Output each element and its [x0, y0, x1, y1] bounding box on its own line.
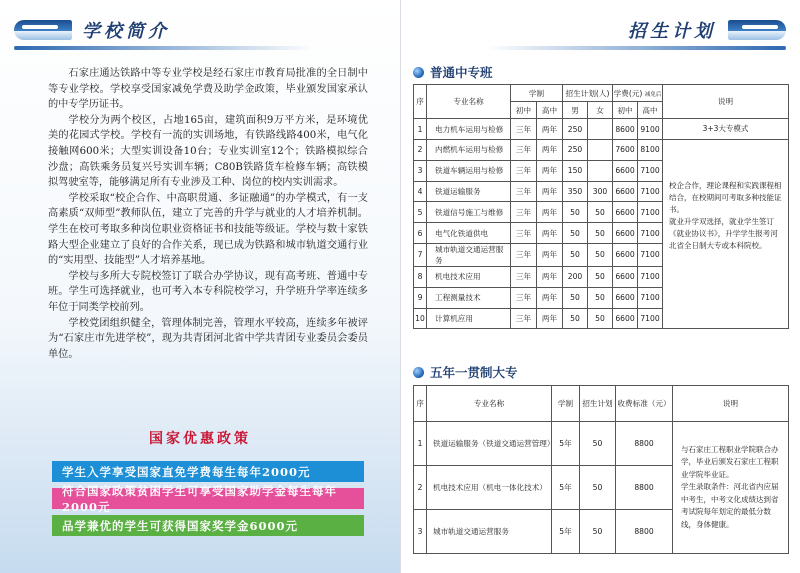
policy-bar-scholarship: 品学兼优的学生可获得国家奖学金6000元	[52, 515, 364, 536]
cell-male: 150	[563, 160, 588, 181]
cell-female: 50	[588, 287, 613, 308]
cell-fee-jr: 6600	[613, 243, 638, 266]
header-fee: 收费标准（元）	[616, 386, 673, 422]
cell-dur-jr: 三年	[511, 202, 537, 223]
cell-plan: 50	[580, 422, 616, 466]
left-banner-title: 学校简介	[82, 21, 170, 42]
cell-plan: 50	[580, 510, 616, 554]
header-seq: 序	[414, 386, 427, 422]
cell-dur-jr: 三年	[511, 140, 537, 161]
enrollment-table-college	[413, 385, 789, 554]
cell-fee-jr: 6600	[613, 266, 638, 287]
cell-fee-jr: 6600	[613, 202, 638, 223]
table-row	[414, 422, 789, 466]
header-female: 女	[588, 102, 613, 119]
header-fee-sr: 高中	[638, 102, 663, 119]
cell-dur-sr: 两年	[537, 140, 563, 161]
header-duration: 学制	[511, 85, 563, 102]
cell-dur-jr: 三年	[511, 243, 537, 266]
cell-fee-jr: 6600	[613, 181, 638, 202]
cell-fee-jr: 8600	[613, 119, 638, 140]
cell-fee-sr: 9100	[638, 119, 663, 140]
cell-female: 300	[588, 181, 613, 202]
cell-dur-sr: 两年	[537, 160, 563, 181]
cell-dur-sr: 两年	[537, 119, 563, 140]
policy-title: 国家优惠政策	[149, 431, 251, 447]
section-title: 普通中专班	[430, 65, 493, 80]
cell-seq: 10	[414, 308, 427, 329]
header-plan: 招生计划(人)	[563, 85, 613, 102]
cell-seq: 1	[414, 422, 427, 466]
cell-major: 计算机应用	[427, 308, 511, 329]
cell-fee-jr: 7600	[613, 140, 638, 161]
cell-fee-sr: 7100	[638, 160, 663, 181]
left-banner	[14, 10, 170, 50]
cell-major: 工程测量技术	[427, 287, 511, 308]
header-fee-jr: 初中	[613, 102, 638, 119]
header-fee-note: 减免后	[644, 91, 662, 98]
bullet-ball-icon	[413, 67, 424, 78]
cell-major: 机电技术应用	[427, 266, 511, 287]
cell-dur-sr: 两年	[537, 243, 563, 266]
cell-fee-sr: 7100	[638, 308, 663, 329]
table-row	[414, 119, 789, 140]
cell-male: 50	[563, 223, 588, 244]
cell-female	[588, 140, 613, 161]
header-major: 专业名称	[427, 386, 552, 422]
banner-swoosh	[486, 46, 786, 50]
header-seq: 序	[414, 85, 427, 119]
train-icon	[728, 20, 786, 40]
cell-fee: 8800	[616, 466, 673, 510]
right-banner-title: 招生计划	[628, 21, 716, 42]
cell-seq: 8	[414, 266, 427, 287]
banner-swoosh	[14, 46, 314, 50]
cell-duration: 5年	[552, 422, 580, 466]
cell-male: 50	[563, 202, 588, 223]
cell-fee-sr: 7100	[638, 223, 663, 244]
cell-plan: 50	[580, 466, 616, 510]
cell-fee-jr: 6600	[613, 223, 638, 244]
cell-dur-sr: 两年	[537, 308, 563, 329]
intro-paragraph: 学校党团组织健全，管理体制完善，管理水平较高，连续多年被评为“石家庄市先进学校”，现为共青团河北省中学共青团专业委员会委员单位。	[48, 317, 368, 360]
cell-fee-sr: 7100	[638, 266, 663, 287]
cell-fee-jr: 6600	[613, 160, 638, 181]
cell-major: 内燃机车运用与检修	[427, 140, 511, 161]
cell-female: 50	[588, 308, 613, 329]
cell-major: 城市轨道交通运营服务	[427, 243, 511, 266]
cell-female: 50	[588, 266, 613, 287]
school-intro	[48, 66, 368, 362]
cell-male: 200	[563, 266, 588, 287]
section-heading-college	[413, 363, 518, 381]
cell-seq: 9	[414, 287, 427, 308]
cell-fee-sr: 7100	[638, 202, 663, 223]
cell-seq: 1	[414, 119, 427, 140]
right-banner	[628, 10, 786, 50]
cell-fee: 8800	[616, 510, 673, 554]
cell-major: 电力机车运用与检修	[427, 119, 511, 140]
intro-paragraph: 学校采取“校企合作、中高职贯通、多证融通”的办学模式，有一支高素质“双师型”教师队伍，建立了完善的升学与就业的人才培养机制。学生在校可考取多种岗位职业资格证书和技能等级证。学校与数十家铁路大型企业建立了良好的合作关系，现已成为铁路和城市轨道交通行业的“实用型、技能型”人才培养基地。	[48, 192, 368, 267]
cell-fee-sr: 7100	[638, 181, 663, 202]
cell-fee-sr: 8100	[638, 140, 663, 161]
header-fee-label: 学费(元)	[613, 88, 643, 98]
cell-fee-sr: 7100	[638, 243, 663, 266]
cell-major: 铁道信号施工与维修	[427, 202, 511, 223]
intro-paragraph: 石家庄通达铁路中等专业学校是经石家庄市教育局批准的全日制中等专业学校。学校享受国家减免学费及助学金政策，毕业颁发国家承认的中专学历证书。	[48, 68, 368, 111]
header-fee	[613, 85, 663, 102]
enrollment-table-secondary	[413, 84, 789, 329]
header-duration: 学制	[552, 386, 580, 422]
cell-seq: 3	[414, 160, 427, 181]
cell-seq: 5	[414, 202, 427, 223]
cell-note: 与石家庄工程职业学院联合办学，毕业后颁发石家庄工程职业学院毕业证。 学生录取条件：河北省内应届中考生，中考文化成绩达到省考试院每年划定的最低分数线，身体健康。	[673, 422, 789, 554]
cell-female: 50	[588, 223, 613, 244]
cell-fee-jr: 6600	[613, 287, 638, 308]
cell-seq: 6	[414, 223, 427, 244]
cell-dur-sr: 两年	[537, 223, 563, 244]
header-note: 说明	[673, 386, 789, 422]
cell-dur-jr: 三年	[511, 266, 537, 287]
cell-major: 铁道运输服务（铁道交通运营管理）	[427, 422, 552, 466]
header-major: 专业名称	[427, 85, 511, 119]
intro-paragraph: 学校分为两个校区，占地165亩，建筑面积9万平方米，是环境优美的花园式学校。学校有一流的实训场地，有铁路线路400米，电气化接触网600米；大型实训设备10台；专业实训室12个；铁路模拟综合沙盘；高铁乘务员复兴号实训车辆；C80B铁路货车检修车辆；高铁模拟驾驶室等，能够满足所有专业涉及工种、岗位的校内实训需求。	[48, 114, 368, 189]
cell-duration: 5年	[552, 510, 580, 554]
section-heading-secondary	[413, 63, 493, 81]
cell-note: 3+3大专模式	[663, 119, 789, 140]
cell-female	[588, 160, 613, 181]
cell-major: 城市轨道交通运营服务	[427, 510, 552, 554]
cell-male: 250	[563, 119, 588, 140]
cell-dur-jr: 三年	[511, 308, 537, 329]
cell-dur-sr: 两年	[537, 287, 563, 308]
cell-duration: 5年	[552, 466, 580, 510]
cell-seq: 7	[414, 243, 427, 266]
header-male: 男	[563, 102, 588, 119]
cell-fee-sr: 7100	[638, 287, 663, 308]
cell-seq: 2	[414, 140, 427, 161]
right-page	[400, 0, 800, 573]
cell-dur-jr: 三年	[511, 119, 537, 140]
cell-male: 50	[563, 308, 588, 329]
header-dur-jr: 初中	[511, 102, 537, 119]
cell-male: 250	[563, 140, 588, 161]
cell-fee: 8800	[616, 422, 673, 466]
cell-dur-sr: 两年	[537, 266, 563, 287]
intro-paragraph: 学校与多所大专院校签订了联合办学协议，现有高考班、普通中专班。学生可选择就业，也可考入本专科院校学习，升学班升学率连续多年位于同类学校前列。	[48, 270, 368, 313]
table-row	[414, 140, 789, 161]
cell-dur-jr: 三年	[511, 181, 537, 202]
cell-major: 机电技术应用（机电一体化技术）	[427, 466, 552, 510]
cell-major: 铁道车辆运用与检修	[427, 160, 511, 181]
cell-note: 校企合作，理论课程和实践课程相结合，在校期间可考取多种技能证书。 就业升学双选择，就业学生签订《就业协议书》，升学学生报考河北省全日制大专或本科院校。	[663, 140, 789, 329]
cell-male: 350	[563, 181, 588, 202]
header-note: 说明	[663, 85, 789, 119]
policy-bar-grant: 符合国家政策贫困学生可享受国家助学金每生每年2000元	[52, 488, 364, 509]
cell-seq: 3	[414, 510, 427, 554]
bullet-ball-icon	[413, 367, 424, 378]
cell-male: 50	[563, 287, 588, 308]
cell-dur-sr: 两年	[537, 202, 563, 223]
policy-bar-tuition: 学生入学享受国家直免学费每生每年2000元	[52, 461, 364, 482]
cell-dur-jr: 三年	[511, 223, 537, 244]
cell-dur-jr: 三年	[511, 287, 537, 308]
train-icon	[14, 20, 72, 40]
cell-male: 50	[563, 243, 588, 266]
cell-female: 50	[588, 243, 613, 266]
cell-major: 铁道运输服务	[427, 181, 511, 202]
header-plan: 招生计划	[580, 386, 616, 422]
cell-dur-jr: 三年	[511, 160, 537, 181]
cell-major: 电气化铁道供电	[427, 223, 511, 244]
cell-dur-sr: 两年	[537, 181, 563, 202]
section-title: 五年一贯制大专	[430, 365, 518, 380]
cell-seq: 4	[414, 181, 427, 202]
header-dur-sr: 高中	[537, 102, 563, 119]
cell-female	[588, 119, 613, 140]
cell-seq: 2	[414, 466, 427, 510]
cell-female: 50	[588, 202, 613, 223]
cell-fee-jr: 6600	[613, 308, 638, 329]
